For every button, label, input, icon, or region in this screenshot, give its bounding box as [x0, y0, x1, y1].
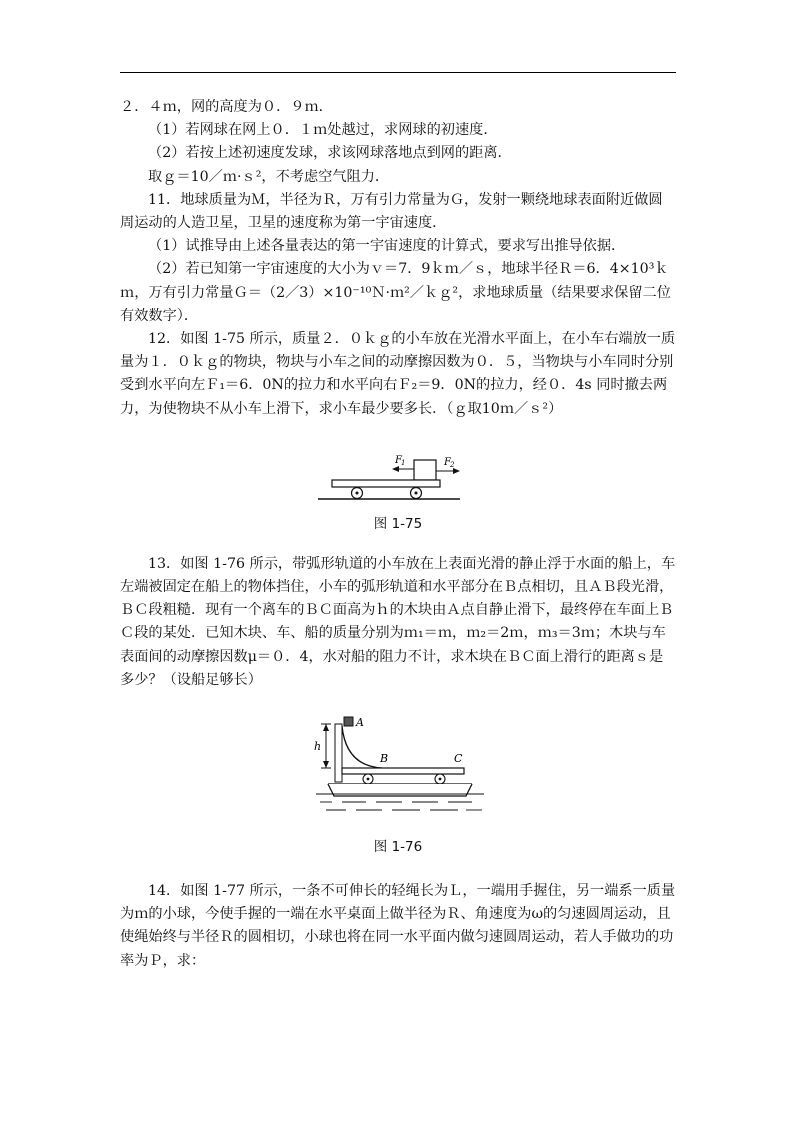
problem-11-part1: （1）试推导由上述各量表达的第一宇宙速度的计算式，要求写出推导依据． — [148, 238, 626, 255]
problem-14: 14．如图 1-77 所示，一条不可伸长的轻绳长为Ｌ，一端用手握住，另一端系一质量为ｍ的小球，今使手握的一端在水平桌面上做半径为Ｒ、角速度为ω的匀速圆周运动，且使绳始终与半径Ｒ的圆相切，小球也将在同一水平面内做匀速圆周运动，若人手做功的功率为Ｐ，求： — [120, 883, 676, 969]
label-f2-sub: 2 — [450, 460, 455, 469]
line-q2: （2）若按上述初速度发球，求该网球落地点到网的距离． — [148, 145, 512, 162]
line-answer-continuation: ２．４ｍ，网的高度为０．９ｍ． — [120, 99, 333, 115]
problem-12: 12．如图 1-75 所示，质量２．０ｋｇ的小车放在光滑水平面上，在小车右端放一质量为１．０ｋｇ的物块，物块与小车之间的动摩擦因数为０．５，当物块与小车同时分别受到水平向左Ｆ₁＝6．0N的拉力和水平向右Ｆ₂＝9．0N的拉力，经０．4s 同时撤去两力，为使物块不从小车上滑下，求小车最少要多长．（ｇ取10ｍ／ｓ²） — [120, 331, 676, 417]
cart-block-diagram — [120, 421, 676, 505]
figure-1-75-caption: 图 1-75 — [373, 516, 423, 533]
header-rule — [120, 72, 676, 73]
label-f1-sub: 1 — [401, 458, 406, 467]
problem-11-stem: 11．地球质量为Ｍ，半径为Ｒ，万有引力常量为Ｇ，发射一颗绕地球表面附近做圆周运动的人造卫星，卫星的速度称为第一宇宙速度． — [120, 191, 663, 232]
document-body — [120, 96, 676, 973]
problem-11-part2: （2）若已知第一宇宙速度的大小为ｖ＝7．9ｋｍ／ｓ，地球半径Ｒ＝6．4×10³ｋｍ，万有引力常量Ｇ＝（2／3）×10⁻¹⁰Ｎ·ｍ²／ｋｇ²，求地球质量（结果要求保留二位有效数字）． — [120, 261, 671, 324]
label-b: B — [380, 752, 389, 766]
line-q1: （1）若网球在网上０．１ｍ处越过，求网球的初速度． — [148, 122, 498, 139]
figure-1-76-caption: 图 1-76 — [373, 839, 423, 856]
figure-1-76 — [120, 710, 676, 858]
figure-1-75 — [120, 421, 676, 533]
problem-13: 13．如图 1-76 所示，带弧形轨道的小车放在上表面光滑的静止浮于水面的船上，车左端被固定在船上的物体挡住，小车的弧形轨道和水平部分在Ｂ点相切，且ＡＢ段光滑，ＢＣ段粗糙．现有一个离车的ＢＣ面高为ｈ的木块由Ａ点自静止滑下，最终停在车面上ＢＣ段的某处．已知木块、车、船的质量分别为ｍ₁＝ｍ，ｍ₂＝2ｍ，ｍ₃＝3ｍ；木块与车表面间的动摩擦因数μ＝０．4，水对船的阻力不计，求木块在ＢＣ面上滑行的距离ｓ是多少？（设船足够长） — [120, 555, 676, 688]
label-c: C — [454, 752, 463, 766]
label-h: h — [314, 740, 322, 754]
label-f1: F — [395, 454, 402, 466]
label-f2: F — [444, 456, 451, 468]
label-a: A — [356, 716, 364, 730]
boat-cart-diagram — [120, 710, 676, 828]
line-g-note: 取ｇ＝10／ｍ·ｓ²，不考虑空气阻力． — [148, 168, 390, 185]
